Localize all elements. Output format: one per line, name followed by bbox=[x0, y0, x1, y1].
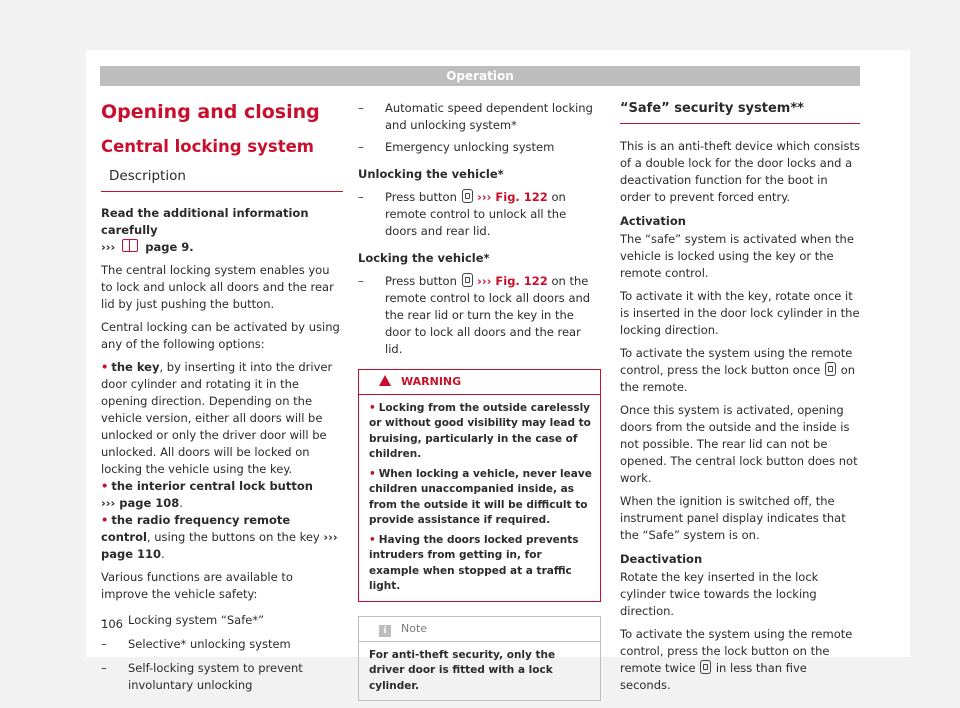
column-2 bbox=[358, 100, 601, 701]
warning-body bbox=[359, 395, 600, 601]
paragraph: Central locking can be activated by using any of the following options: bbox=[101, 320, 340, 351]
paragraph: This is an anti-theft device which consists of a double lock for the door locks and a deactivation function for the boot in order to prevent forced entry. bbox=[620, 139, 860, 204]
lock-heading: Locking the vehicle* bbox=[358, 251, 490, 265]
list-item: • the key, by inserting it into the driver door cylinder and rotating it in the opening direction. Depending on the vehicle version, either all doors will be unlocked or only the driver door will be unlocked. All doors will be locked on locking the vehicle using the key. bbox=[101, 360, 333, 476]
paragraph: The central locking system enables you to lock and unlock all doors and the rear lid by just pushing the button. bbox=[101, 263, 334, 311]
figure-link[interactable]: ››› Fig. 122 bbox=[477, 190, 548, 204]
note-header: i Note bbox=[359, 617, 600, 642]
bullet-icon: • bbox=[369, 533, 376, 546]
paragraph: To activate the system using the remote control, press the lock button on the remote twice in less than five seconds. bbox=[620, 627, 853, 692]
paragraph: Various functions are available to improve the vehicle safety: bbox=[101, 570, 293, 601]
warning-header: WARNING bbox=[359, 370, 600, 395]
dash-item: – Selective* unlocking system bbox=[101, 636, 343, 653]
bullet-icon: • bbox=[101, 360, 109, 374]
paragraph: When the ignition is switched off, the instrument panel display indicates that the “Safe” system is on. bbox=[620, 494, 846, 542]
warning-box bbox=[358, 369, 601, 602]
column-1 bbox=[101, 96, 343, 698]
column-3 bbox=[620, 98, 860, 700]
lock-button-icon bbox=[462, 273, 473, 287]
info-icon: i bbox=[379, 625, 391, 637]
subsection-title: Description bbox=[101, 166, 343, 192]
section-title: Central locking system bbox=[101, 137, 314, 156]
list-item: • the radio frequency remote control, using the buttons on the key ››› page 110. bbox=[101, 513, 338, 561]
unlock-instruction: – Press button ››› Fig. 122 on remote control to unlock all the doors and rear lid. bbox=[358, 189, 601, 240]
intro-page-link[interactable]: page 9 bbox=[145, 240, 190, 254]
note-box bbox=[358, 616, 601, 702]
bullet-icon: • bbox=[369, 401, 376, 414]
paragraph: Rotate the key inserted in the lock cylinder twice towards the locking direction. bbox=[620, 570, 819, 618]
page-number: 106 bbox=[101, 617, 123, 631]
note-body: For anti-theft security, only the driver door is fitted with a lock cylinder. bbox=[369, 648, 556, 692]
lock-instruction: – Press button ››› Fig. 122 on the remote control to lock all doors and the rear lid or turn the key in the door to lock all doors and the rear lid. bbox=[358, 273, 601, 358]
activation-heading: Activation bbox=[620, 214, 686, 228]
warning-item: • Locking from the outside carelessly or without good visibility may lead to bruising, particularly in the case of children. bbox=[369, 401, 591, 460]
section-header: Operation bbox=[100, 66, 860, 86]
book-icon bbox=[122, 239, 138, 252]
figure-link[interactable]: ››› Fig. 122 bbox=[477, 274, 548, 288]
page-link[interactable]: ››› page 110 bbox=[101, 530, 338, 561]
warning-item: • Having the doors locked prevents intruders from getting in, for example when stopped at a traffic light. bbox=[369, 533, 579, 592]
paragraph: The “safe” system is activated when the vehicle is locked using the key or the remote control. bbox=[620, 232, 854, 280]
intro-ref-arrow: ››› bbox=[101, 240, 116, 254]
warning-item: • When locking a vehicle, never leave children unaccompanied inside, as from the outside it will be difficult to provide assistance if required. bbox=[369, 467, 592, 526]
dash-item: – Automatic speed dependent locking and unlocking system* bbox=[358, 100, 601, 134]
bullet-icon: • bbox=[101, 479, 109, 493]
unlock-heading: Unlocking the vehicle* bbox=[358, 167, 504, 181]
bullet-icon: • bbox=[101, 513, 109, 527]
paragraph: To activate it with the key, rotate once it is inserted in the door lock cylinder in the locking direction. bbox=[620, 289, 860, 337]
dash-item: – Self-locking system to prevent involuntary unlocking bbox=[101, 660, 343, 694]
list-item: • the interior central lock button ››› page 108. bbox=[101, 479, 313, 510]
lock-button-icon bbox=[825, 362, 836, 376]
page-link[interactable]: ››› page 108 bbox=[101, 496, 180, 510]
chapter-title: Opening and closing bbox=[101, 101, 320, 123]
paragraph: Once this system is activated, opening doors from the outside and the inside is not possible. The rear lid can not be opened. The central lock button does not work. bbox=[620, 403, 858, 485]
warning-icon bbox=[379, 375, 391, 386]
unlock-button-icon bbox=[462, 189, 473, 203]
dash-item: – Emergency unlocking system bbox=[358, 139, 601, 156]
section-title: “Safe” security system** bbox=[620, 98, 860, 124]
bullet-icon: • bbox=[369, 467, 376, 480]
lock-button-icon bbox=[700, 660, 711, 674]
deactivation-heading: Deactivation bbox=[620, 552, 703, 566]
intro-note: Read the additional information carefully ››› page 9. bbox=[101, 206, 309, 254]
dash-item: – Locking system “Safe*” bbox=[101, 612, 343, 629]
paragraph: To activate the system using the remote control, press the lock button once on the remote. bbox=[620, 346, 856, 394]
